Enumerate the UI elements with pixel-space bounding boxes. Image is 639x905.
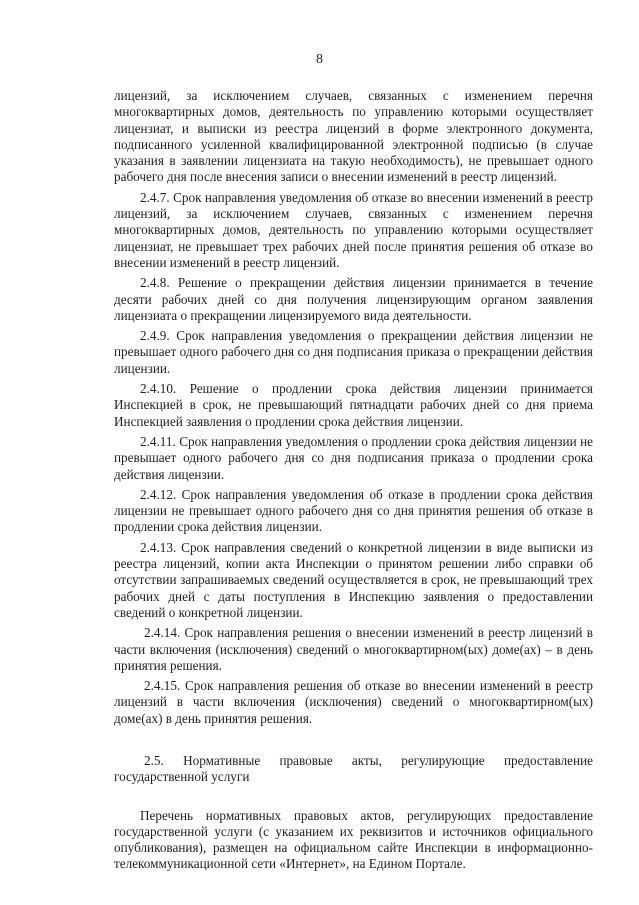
page-number: 8 bbox=[316, 52, 323, 67]
paragraph-2-4-14: 2.4.14. Срок направления решения о внесении изменений в реестр лицензий в части включения (исключения) сведений о многоквартирном(ых) доме(ах) – в день принятия решения. bbox=[114, 625, 593, 673]
paragraph-2-4-8: 2.4.8. Решение о прекращении действия лицензии принимается в течение десяти рабочих дней со дня получения лицензирующим органом заявления лицензиата о прекращении лицензируемого вида деятельности. bbox=[114, 275, 593, 323]
paragraph-2-4-7: 2.4.7. Срок направления уведомления об отказе во внесении изменений в реестр лицензий, за исключением случаев, связанных с изменением перечня многоквартирных домов, деятельность по управлению которыми осуществляет лицензиат, не превышает трех рабочих дней после принятия решения об отказе во внесении изменений в реестр лицензий. bbox=[114, 189, 593, 270]
section-heading-2-5: 2.5. Нормативные правовые акты, регулирующие предоставление государственной услуги bbox=[114, 752, 593, 785]
paragraph-2-4-9: 2.4.9. Срок направления уведомления о прекращении действия лицензии не превышает одного рабочего дня со дня подписания приказа о прекращении действия лицензии. bbox=[114, 328, 593, 376]
document-body bbox=[114, 88, 593, 877]
paragraph-continuation: лицензий, за исключением случаев, связанных с изменением перечня многоквартирных домов, деятельность по управлению которыми осуществляет лицензиат, и выписки из реестра лицензий в форме электронного документа, подписанного усиленной квалифицированной электронной подписью (в случае указания в заявлении лицензиата на такую необходимость), не превышает одного рабочего дня после внесения записи о внесении изменений в реестр лицензий. bbox=[114, 88, 593, 185]
paragraph-2-4-10: 2.4.10. Решение о продлении срока действия лицензии принимается Инспекцией в срок, не превышающий пятнадцати рабочих дней со дня приема Инспекцией заявления о продлении срока действия лицензии. bbox=[114, 381, 593, 429]
section-2-5-text: Перечень нормативных правовых актов, регулирующих предоставление государственной услуги (с указанием их реквизитов и источников официального опубликования), размещен на официальном сайте Инспекции в информационно-телекоммуникационной сети «Интернет», на Едином Портале. bbox=[114, 807, 593, 872]
paragraph-2-4-11: 2.4.11. Срок направления уведомления о продлении срока действия лицензии не превышает одного рабочего дня со дня подписания приказа о продлении срока действия лицензии. bbox=[114, 433, 593, 482]
paragraph-2-4-15: 2.4.15. Срок направления решения об отказе во внесении изменений в реестр лицензий в части включения (исключения) сведений о многоквартирном(ых) доме(ах) в день принятия решения. bbox=[114, 678, 593, 726]
paragraph-2-4-12: 2.4.12. Срок направления уведомления об отказе в продлении срока действия лицензии не превышает одного рабочего дня со дня принятия решения об отказе в продлении срока действия лицензии. bbox=[114, 486, 593, 535]
paragraph-2-4-13: 2.4.13. Срок направления сведений о конкретной лицензии в виде выписки из реестра лицензий, копии акта Инспекции о принятом решении либо справки об отсутствии запрашиваемых сведений осуществляется в срок, не превышающий трех рабочих дней с даты поступления в Инспекцию заявления о предоставлении сведений о конкретной лицензии. bbox=[114, 539, 593, 620]
